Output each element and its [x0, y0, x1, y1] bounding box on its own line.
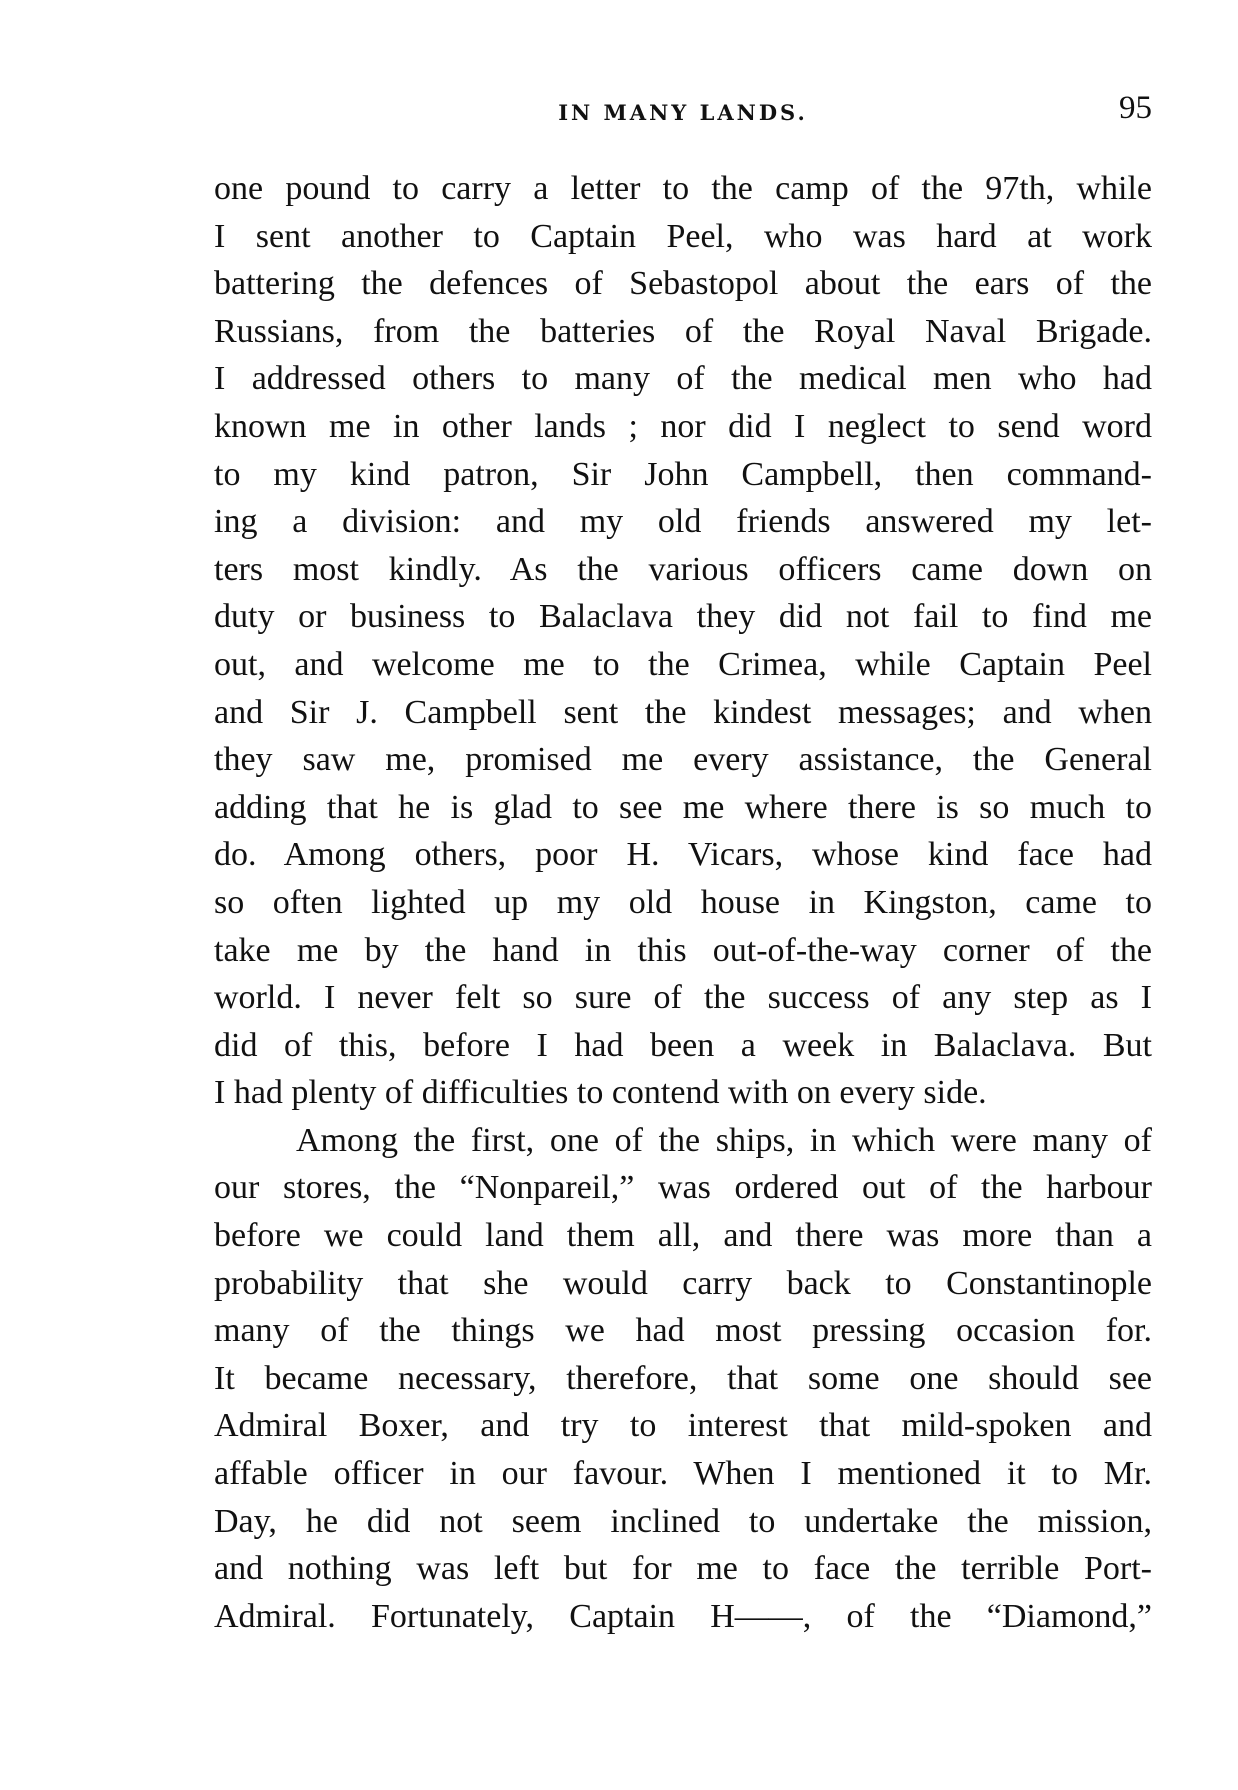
text-line: Russians, from the batteries of the Royal Naval Brigade. [214, 312, 1152, 350]
text-line: Admiral. Fortunately, Captain H——, of the “Diamond,” [214, 1597, 1152, 1635]
text-line: out, and welcome me to the Crimea, while Captain Peel [214, 645, 1152, 683]
text-line: ters most kindly. As the various officers came down on [214, 550, 1152, 588]
text-line: they saw me, promised me every assistance, the General [214, 741, 1152, 779]
text-line: Admiral Boxer, and try to interest that mild-spoken and [214, 1407, 1152, 1445]
text-line: before we could land them all, and there was more than a [214, 1217, 1152, 1255]
text-line: I had plenty of difficulties to contend with on every side. [214, 1074, 987, 1112]
text-line: It became necessary, therefore, that some one should see [214, 1359, 1152, 1397]
text-line: many of the things we had most pressing occasion for. [214, 1312, 1152, 1350]
text-line: and nothing was left but for me to face the terrible Port- [214, 1550, 1152, 1588]
text-line: Day, he did not seem inclined to undertake the mission, [214, 1502, 1152, 1540]
text-line: I sent another to Captain Peel, who was hard at work [214, 217, 1152, 255]
text-line: one pound to carry a letter to the camp of the 97th, while [214, 170, 1152, 207]
text-line: known me in other lands ; nor did I neglect to send word [214, 407, 1152, 445]
running-head [214, 88, 1152, 128]
text-line: Among the first, one of the ships, in which were many of [296, 1121, 1152, 1159]
text-line: I addressed others to many of the medical men who had [214, 360, 1152, 398]
running-head-title: IN MANY LANDS. [558, 100, 808, 125]
text-line: to my kind patron, Sir John Campbell, then command- [214, 455, 1152, 493]
text-line: duty or business to Balaclava they did not fail to find me [214, 598, 1152, 636]
text-line: do. Among others, poor H. Vicars, whose kind face had [214, 836, 1152, 874]
text-line: and Sir J. Campbell sent the kindest messages; and when [214, 693, 1152, 731]
text-line: world. I never felt so sure of the success of any step as I [214, 979, 1152, 1017]
text-line: our stores, the “Nonpareil,” was ordered out of the harbour [214, 1169, 1152, 1207]
text-line: battering the defences of Sebastopol about the ears of the [214, 265, 1152, 303]
text-line: affable officer in our favour. When I mentioned it to Mr. [214, 1455, 1152, 1493]
body-text [214, 165, 1152, 1640]
text-line: did of this, before I had been a week in Balaclava. But [214, 1026, 1152, 1064]
text-line: take me by the hand in this out-of-the-way corner of the [214, 931, 1152, 969]
text-line: ing a division: and my old friends answered my let- [214, 503, 1152, 541]
page-number: 95 [1119, 90, 1152, 126]
text-line: probability that she would carry back to Constantinople [214, 1264, 1152, 1302]
text-line: so often lighted up my old house in Kingston, came to [214, 883, 1152, 921]
text-line: adding that he is glad to see me where there is so much to [214, 788, 1152, 826]
